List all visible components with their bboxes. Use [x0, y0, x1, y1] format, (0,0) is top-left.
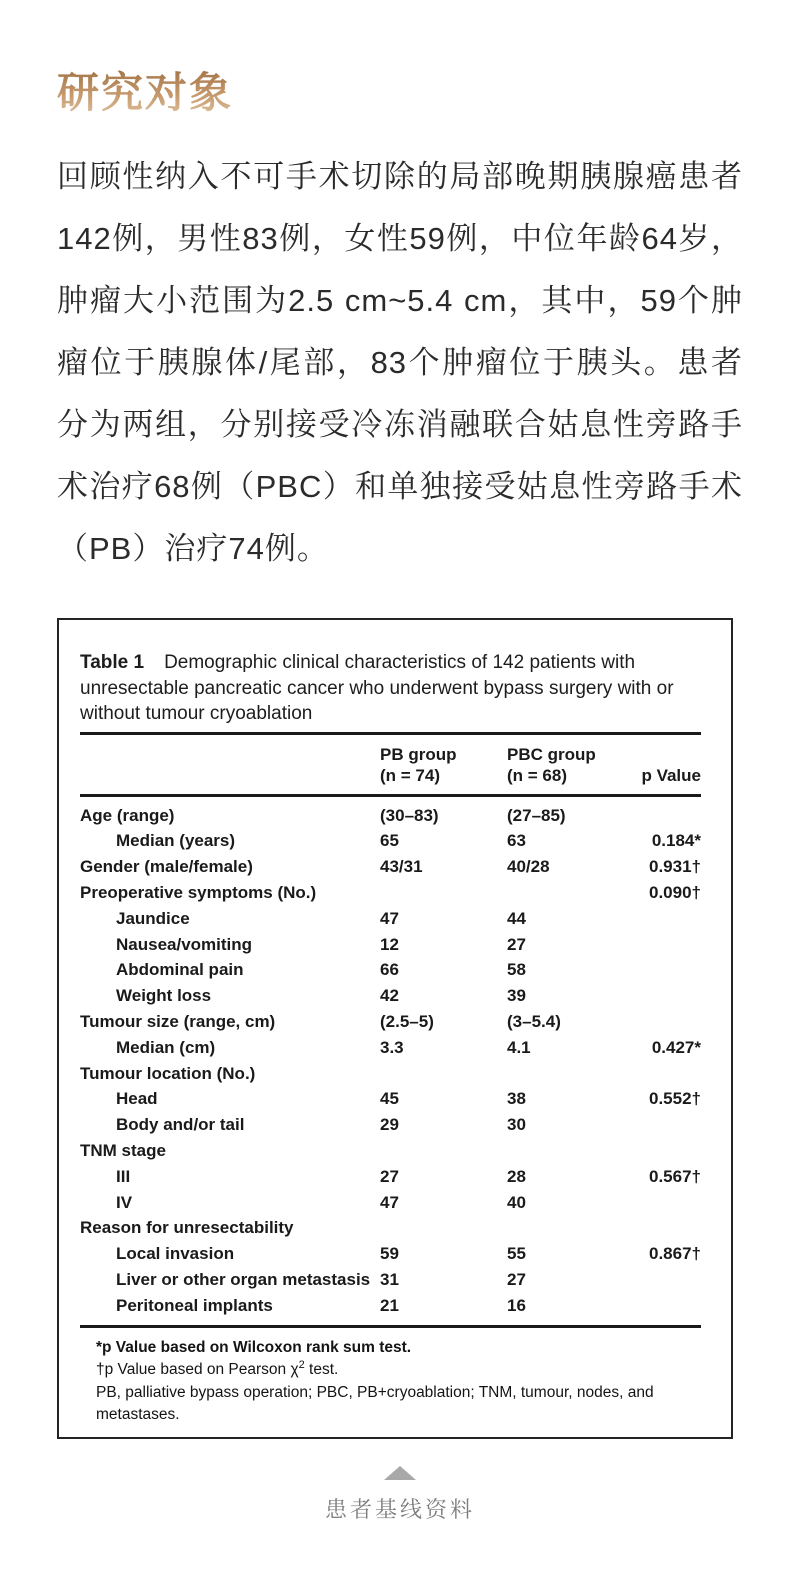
row-label: III [116, 1166, 131, 1186]
pb-value: 45 [380, 1089, 399, 1109]
pbc-value: 40/28 [507, 857, 550, 877]
footnote-pearson-pre: †p Value based on Pearson χ [96, 1361, 299, 1379]
header-pbc-line2: (n = 68) [507, 765, 567, 785]
pb-value: 59 [380, 1244, 399, 1264]
table-row [80, 1215, 701, 1241]
pbc-value: 27 [507, 934, 526, 954]
header-pb-line1: PB group [380, 744, 457, 764]
pbc-value: 27 [507, 1269, 526, 1289]
row-label: Gender (male/female) [80, 857, 253, 877]
row-label: Nausea/vomiting [116, 934, 253, 954]
table-row [80, 932, 701, 958]
p-value: 0.427* [651, 1037, 701, 1057]
collapse-arrow-icon[interactable] [384, 1466, 416, 1480]
figure-caption-text: 患者基线资料 [324, 1496, 475, 1522]
p-value: 0.090† [649, 882, 701, 902]
row-label: Local invasion [116, 1244, 235, 1264]
table-body [80, 797, 701, 1325]
row-label: Body and/or tail [116, 1115, 245, 1135]
pb-value: 12 [380, 934, 399, 954]
table-row [80, 854, 701, 880]
row-label: Jaundice [116, 908, 190, 928]
footnote-wilcoxon [96, 1337, 701, 1360]
pb-value: (30–83) [380, 805, 439, 825]
table-header [80, 735, 701, 794]
table-row [80, 1009, 701, 1035]
row-label: Tumour size (range, cm) [80, 1011, 276, 1031]
pb-value: 66 [380, 960, 399, 980]
table-row [80, 1112, 701, 1138]
row-label: Tumour location (No.) [80, 1063, 256, 1083]
table-caption: Demographic clinical characteristics of 142 patients with unresectable pancreatic cancer who underwent bypass surgery with or without tumour cryoablation [80, 652, 674, 725]
p-value: 0.867† [649, 1244, 701, 1264]
table-row [80, 1241, 701, 1267]
pbc-value: 38 [507, 1089, 526, 1109]
row-label: Abdominal pain [116, 960, 244, 980]
table-title [80, 650, 701, 727]
pb-value: 47 [380, 908, 399, 928]
pbc-value: 39 [507, 986, 526, 1006]
p-value: 0.184* [651, 831, 701, 851]
header-p-value-label: p Value [641, 765, 701, 785]
pb-value: 21 [380, 1295, 399, 1315]
pb-value: 42 [380, 986, 399, 1006]
row-label: Liver or other organ metastasis [116, 1269, 371, 1289]
p-value: 0.567† [649, 1166, 701, 1186]
table-row [80, 1138, 701, 1164]
table-row [80, 1190, 701, 1216]
table-row [80, 1086, 701, 1112]
table-row [80, 1035, 701, 1061]
pbc-value: 58 [507, 960, 526, 980]
table-row [80, 1061, 701, 1087]
table-figure [57, 618, 733, 1438]
header-pb-line2: (n = 74) [380, 765, 440, 785]
footnote-wilcoxon-text: *p Value based on Wilcoxon rank sum test. [96, 1338, 412, 1356]
row-label: Weight loss [116, 986, 212, 1006]
pbc-value: (27–85) [507, 805, 566, 825]
table-row [80, 1267, 701, 1293]
row-label: Reason for unresectability [80, 1218, 294, 1238]
pbc-value: 28 [507, 1166, 526, 1186]
p-value: 0.931† [649, 857, 701, 877]
table-row [80, 983, 701, 1009]
p-value: 0.552† [649, 1089, 701, 1109]
table-footnotes [80, 1328, 701, 1427]
section-title: 研究对象 [57, 70, 743, 116]
header-pbc-group [507, 744, 629, 786]
pbc-value: 16 [507, 1295, 526, 1315]
table-row [80, 880, 701, 906]
body-paragraph: 回顾性纳入不可手术切除的局部晚期胰腺癌患者142例，男性83例，女性59例，中位年龄64岁，肿瘤大小范围为2.5 cm~5.4 cm，其中，59个肿瘤位于胰腺体/尾部，83个肿瘤位于胰头。患者分为两组，分别接受冷冻消融联合姑息性旁路手术治疗68例（PBC）和单独接受姑息性旁路手术（PB）治疗74例。 [57, 159, 743, 567]
pb-value: (2.5–5) [380, 1011, 434, 1031]
pb-value: 3.3 [380, 1037, 404, 1057]
row-label: Median (years) [116, 831, 236, 851]
table-row [80, 828, 701, 854]
row-label: IV [116, 1192, 133, 1212]
row-label: Preoperative symptoms (No.) [80, 882, 317, 902]
row-label: Head [116, 1089, 158, 1109]
table-row [80, 1164, 701, 1190]
row-label: TNM stage [80, 1140, 166, 1160]
pbc-value: 40 [507, 1192, 526, 1212]
footnote-pearson [96, 1359, 701, 1382]
row-label: Median (cm) [116, 1037, 216, 1057]
header-pbc-line1: PBC group [507, 744, 596, 764]
pbc-value: 63 [507, 831, 526, 851]
footnote-abbreviations: PB, palliative bypass operation; PBC, PB+cryoablation; TNM, tumour, nodes, and metastases. [96, 1383, 654, 1424]
table-row [80, 957, 701, 983]
pbc-value: (3–5.4) [507, 1011, 561, 1031]
table-row [80, 803, 701, 829]
table-row [80, 1293, 701, 1319]
header-p-value [629, 765, 701, 786]
pbc-value: 4.1 [507, 1037, 531, 1057]
pb-value: 47 [380, 1192, 399, 1212]
pb-value: 31 [380, 1269, 399, 1289]
pb-value: 43/31 [380, 857, 423, 877]
pbc-value: 44 [507, 908, 526, 928]
row-label: Peritoneal implants [116, 1295, 273, 1315]
pb-value: 65 [380, 831, 399, 851]
pbc-value: 55 [507, 1244, 526, 1264]
pb-value: 27 [380, 1166, 399, 1186]
table-row [80, 906, 701, 932]
footnote-pearson-post: test. [304, 1361, 339, 1379]
pbc-value: 30 [507, 1115, 526, 1135]
row-label: Age (range) [80, 805, 175, 825]
pb-value: 29 [380, 1115, 399, 1135]
header-pb-group [380, 744, 507, 786]
table-label: Table 1 [80, 652, 145, 674]
chi-squared-superscript: 2 [298, 1358, 305, 1371]
figure-caption-block [57, 1466, 743, 1524]
